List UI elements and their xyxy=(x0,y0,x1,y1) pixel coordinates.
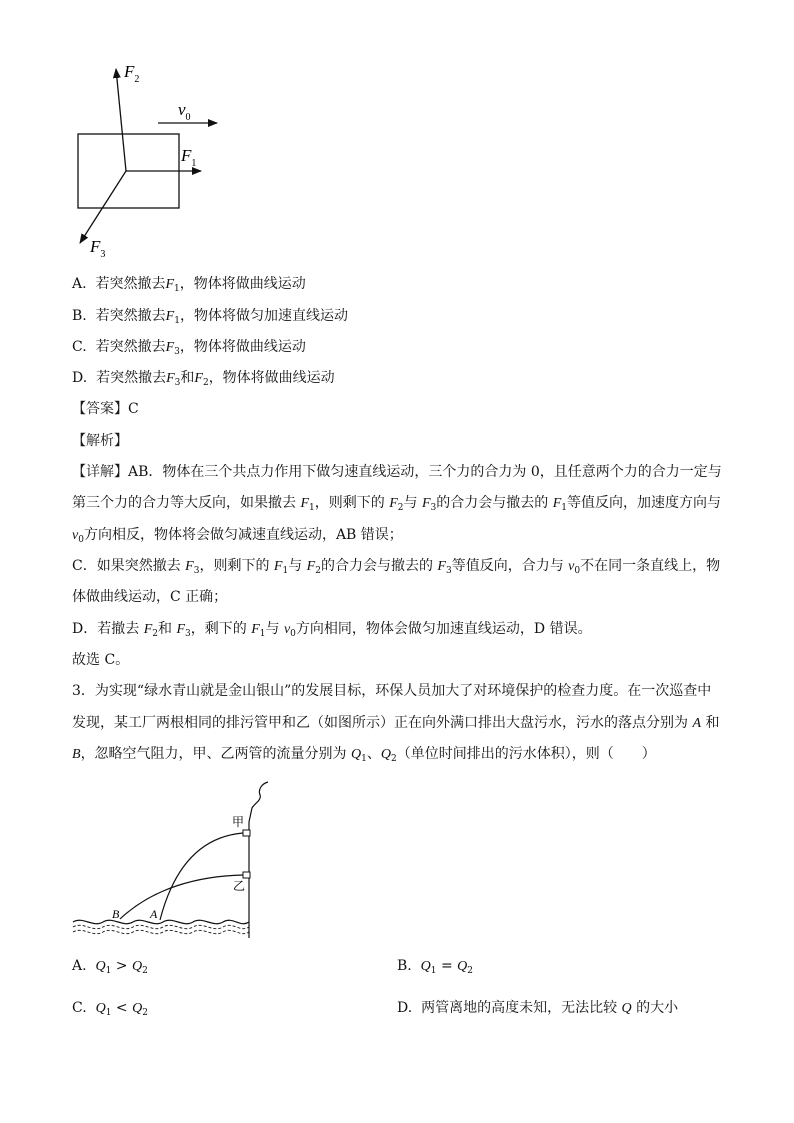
option-b: B. 若突然撤去$F_1$，物体将做匀加速直线运动 xyxy=(72,308,348,326)
conclusion: 故选 C。 xyxy=(72,652,130,668)
pipe-yi xyxy=(243,872,250,878)
option-a: A. 若突然撤去$F_1$，物体将做曲线运动 xyxy=(72,276,306,294)
v0-label: $v_0$ xyxy=(178,100,191,123)
label-b: B xyxy=(112,907,120,921)
water-wave-3 xyxy=(73,930,249,933)
water-wave-2 xyxy=(73,925,249,928)
q3-option-a: A. $Q_1 > Q_2$ xyxy=(72,958,148,976)
q3-line-1: 3．为实现“绿水青山就是金山银山”的发展目标，环保人员加大了对环境保护的检查力度。在一次巡查中 xyxy=(72,683,712,699)
label-a: A xyxy=(150,907,158,921)
f2-arrow xyxy=(116,69,126,171)
detail-line-2: 第三个力的合力等大反向，如果撤去 $F_1$，则剩下的 $F_2$与 $F_3$的合力会与撤去的 $F_1$等值反向，加速度方向与 xyxy=(72,495,721,513)
pipe-jia xyxy=(243,830,250,836)
option-c: C. 若突然撤去$F_3$，物体将做曲线运动 xyxy=(72,339,306,357)
q3-option-c: C. $Q_1 < Q_2$ xyxy=(72,1000,148,1018)
f2-label: $F_2$ xyxy=(124,62,140,85)
answer-line: 【答案】C xyxy=(72,401,139,417)
pipe-discharge-figure xyxy=(68,778,283,948)
f3-arrow xyxy=(80,171,126,243)
f3-label: $F_3$ xyxy=(90,237,106,260)
cliff-wall xyxy=(249,782,268,938)
label-yi: 乙 xyxy=(233,879,246,893)
q3-line-2: 发现，某工厂两根相同的排污管甲和乙（如图所示）正在向外满口排出大盘污水，污水的落点分别为 A 和 xyxy=(72,715,720,731)
q3-line-3: B，忽略空气阻力，甲、乙两管的流量分别为 $Q_1$、$Q_2$（单位时间排出的污水体积），则（ ） xyxy=(72,746,656,764)
f1-label: $F_1$ xyxy=(181,146,197,169)
q3-option-d: D. 两管离地的高度未知，无法比较 Q 的大小 xyxy=(397,1000,679,1016)
analysis-label: 【解析】 xyxy=(72,433,128,449)
detail-line-5: 体做曲线运动，C 正确； xyxy=(72,589,228,605)
detail-line-3: $v_0$方向相反，物体将会做匀减速直线运动，AB 错误； xyxy=(72,527,403,545)
detail-line-1: 【详解】AB．物体在三个共点力作用下做匀速直线运动，三个力的合力为 0，且任意两个力的合力一定与 xyxy=(72,464,722,480)
detail-line-4: C．如果突然撤去 $F_3$，则剩下的 $F_1$与 $F_2$的合力会与撤去的 $F_3$等值反向，合力与 $v_0$不在同一条直线上，物 xyxy=(72,558,721,576)
q3-option-b: B. $Q_1 = Q_2$ xyxy=(397,958,474,976)
trajectory-jia xyxy=(160,833,246,920)
label-jia: 甲 xyxy=(232,815,245,829)
force-diagram xyxy=(60,55,240,270)
trajectory-yi xyxy=(120,875,246,919)
option-d: D. 若突然撤去$F_3$和$F_2$，物体将做曲线运动 xyxy=(72,370,335,388)
water-surface xyxy=(73,920,249,923)
detail-line-6: D．若撤去 $F_2$和 $F_3$，剩下的 $F_1$与 $v_0$方向相同，物体会做匀加速直线运动，D 错误。 xyxy=(72,621,592,639)
